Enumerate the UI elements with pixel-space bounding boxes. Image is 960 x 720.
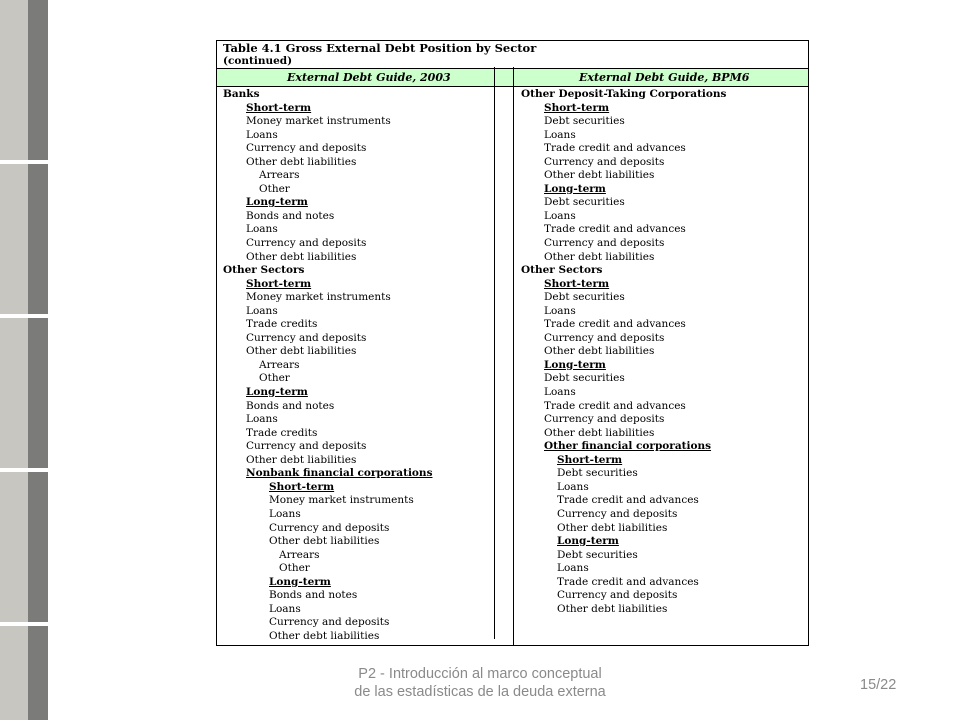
table-row: Money market instruments [246,115,391,128]
table-row: Loans [544,386,576,399]
table-row: Loans [544,209,576,222]
slide-footer [300,665,660,701]
table-row: Banks [223,88,260,100]
table-row: Loans [269,602,301,615]
table-row: Short-term [544,277,610,290]
table-row: Debt securities [544,115,625,128]
table-row: Other debt liabilities [246,155,357,168]
table-row: Other debt liabilities [246,250,357,263]
table-row: Loans [246,413,278,426]
table-row: Trade credits [246,318,318,331]
table-row: Short-term [557,453,623,466]
table-row: Arrears [279,548,320,561]
table-row: Long-term [544,182,606,195]
table-row: Short-term [246,101,312,114]
footer-line-2: de las estadísticas de la deuda externa [354,684,606,700]
table-row: Debt securities [544,291,625,304]
table-row: Currency and deposits [544,413,665,426]
table-row: Loans [246,223,278,236]
table-row: Other Sectors [223,264,305,277]
sidebar-segment [0,164,48,314]
table-row: Trade credit and advances [557,494,699,507]
table-row: Long-term [269,575,331,588]
table-row: Loans [557,480,589,493]
table-row: Other debt liabilities [544,345,655,358]
table-row: Trade credit and advances [544,223,686,236]
table-row: Loans [557,562,589,575]
table-row: Loans [246,304,278,317]
table-row: Long-term [246,196,308,209]
table-row: Money market instruments [246,291,391,304]
table-row: Bonds and notes [269,589,358,602]
table-row: Other financial corporations [544,440,712,453]
table-row: Loans [269,507,301,520]
table-row: Loans [544,304,576,317]
column-header-left: External Debt Guide, 2003 [287,71,451,84]
table-row: Other [259,182,290,195]
table-row: Debt securities [557,467,638,480]
table-row: Debt securities [557,548,638,561]
sidebar-segment [0,626,48,720]
table-row: Trade credits [246,426,318,439]
table-row: Currency and deposits [544,331,665,344]
table-row: Currency and deposits [544,237,665,250]
table-row: Trade credit and advances [544,142,686,155]
table-row: Other Sectors [521,264,603,277]
table-row: Bonds and notes [246,399,335,412]
table-row: Other debt liabilities [269,629,380,642]
table-row: Other Deposit-Taking Corporations [521,88,727,100]
table-row: Trade credit and advances [544,399,686,412]
slide-sidebar [0,0,48,720]
right-column [521,88,726,616]
column-divider [494,67,495,639]
column-header-right: External Debt Guide, BPM6 [579,71,750,84]
table-row: Currency and deposits [246,142,367,155]
page-number: 15/22 [860,677,897,693]
table-row: Long-term [557,535,619,548]
table-row: Currency and deposits [269,616,390,629]
table-row: Other debt liabilities [544,169,655,182]
table-row: Loans [544,128,576,141]
table-row: Money market instruments [269,494,414,507]
table-row: Trade credit and advances [557,575,699,588]
table-row: Arrears [259,169,300,182]
table-row: Other debt liabilities [246,345,357,358]
left-column [223,88,432,643]
table-row: Other debt liabilities [269,535,380,548]
table-row: Long-term [544,358,606,371]
sidebar-segment [0,472,48,622]
table-row: Currency and deposits [246,331,367,344]
table-title: Table 4.1 Gross External Debt Position by Sector [223,41,537,55]
table-row: Other debt liabilities [544,426,655,439]
table-row: Debt securities [544,372,625,385]
table-row: Currency and deposits [246,237,367,250]
table-row: Loans [246,128,278,141]
table-row: Trade credit and advances [544,318,686,331]
table-row: Debt securities [544,196,625,209]
table-row: Other debt liabilities [246,453,357,466]
table-row: Other debt liabilities [544,250,655,263]
table-row: Nonbank financial corporations [246,467,433,480]
table-row: Other [259,372,290,385]
sidebar-segment [0,0,48,160]
column-divider [513,67,514,645]
table-row: Arrears [259,358,300,371]
table-row: Short-term [246,277,312,290]
table-row: Short-term [269,480,335,493]
table-row: Short-term [544,101,610,114]
sidebar-segment [0,318,48,468]
table-row: Other [279,562,310,575]
table-row: Long-term [246,386,308,399]
debt-position-table [216,40,809,646]
table-row: Currency and deposits [269,521,390,534]
table-row: Currency and deposits [557,589,678,602]
table-row: Other debt liabilities [557,602,668,615]
table-row: Currency and deposits [246,440,367,453]
table-subtitle: (continued) [223,55,293,67]
table-row: Currency and deposits [557,507,678,520]
footer-line-1: P2 - Introducción al marco conceptual [358,666,602,682]
table-row: Currency and deposits [544,155,665,168]
table-row: Bonds and notes [246,209,335,222]
table-row: Other debt liabilities [557,521,668,534]
